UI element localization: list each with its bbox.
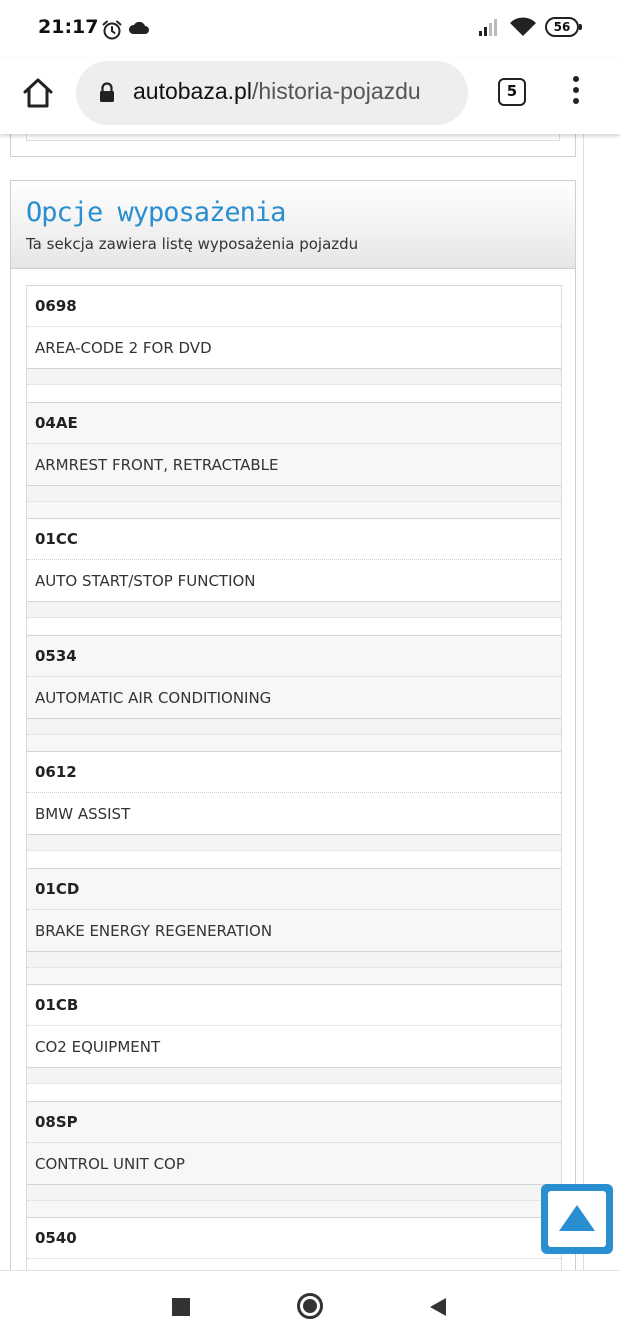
cloud-icon [128, 19, 150, 37]
status-bar [0, 0, 620, 58]
option-code: 0534 [27, 636, 561, 677]
option-spacer [27, 369, 561, 385]
option-code: 01CB [27, 985, 561, 1026]
url-path: /historia-pojazdu [251, 78, 421, 104]
option-row [27, 868, 561, 985]
wifi-icon [509, 16, 537, 38]
recents-icon[interactable] [172, 1298, 190, 1316]
section-title: Opcje wyposażenia [26, 197, 286, 228]
option-name: AUTOMATIC AIR CONDITIONING [27, 677, 561, 719]
option-spacer [27, 1068, 561, 1084]
option-name [27, 1259, 561, 1270]
system-nav-bar [0, 1270, 620, 1344]
arrow-up-icon [548, 1191, 606, 1247]
option-spacer [27, 835, 561, 851]
option-code: 01CD [27, 869, 561, 910]
option-name: BRAKE ENERGY REGENERATION [27, 910, 561, 952]
option-row [27, 751, 561, 868]
battery-icon: 56 [545, 17, 579, 37]
url-text [133, 78, 421, 105]
option-name: AUTO START/STOP FUNCTION [27, 560, 561, 602]
option-row [27, 984, 561, 1101]
section-subtitle: Ta sekcja zawiera listę wyposażenia pojazdu [26, 235, 359, 253]
home-icon[interactable] [20, 75, 56, 111]
option-name: ARMREST FRONT, RETRACTABLE [27, 444, 561, 486]
option-name: AREA-CODE 2 FOR DVD [27, 327, 561, 369]
section-header [11, 181, 575, 269]
alarm-icon [101, 19, 123, 41]
option-name: CO2 EQUIPMENT [27, 1026, 561, 1068]
option-row [27, 635, 561, 752]
option-spacer [27, 486, 561, 502]
home-circle-icon[interactable] [297, 1293, 323, 1319]
status-time: 21:17 [38, 16, 99, 38]
option-code: 08SP [27, 1102, 561, 1143]
option-row [27, 518, 561, 635]
option-code: 01CC [27, 519, 561, 560]
option-row [27, 285, 561, 402]
option-row [27, 402, 561, 519]
options-list [26, 285, 562, 1270]
option-row [27, 1217, 561, 1270]
previous-section-bottom [10, 134, 576, 157]
scroll-to-top-button[interactable] [541, 1184, 613, 1254]
page-content [0, 134, 620, 1270]
option-code: 0540 [27, 1218, 561, 1259]
signal-icon [478, 17, 502, 37]
option-code: 04AE [27, 403, 561, 444]
url-domain: autobaza.pl [133, 78, 252, 104]
scroll-to-top-inner [548, 1191, 606, 1247]
page-rail [583, 134, 584, 1270]
option-spacer [27, 1185, 561, 1201]
option-name: CONTROL UNIT COP [27, 1143, 561, 1185]
back-icon[interactable] [428, 1296, 448, 1318]
option-name: BMW ASSIST [27, 793, 561, 835]
option-code: 0612 [27, 752, 561, 793]
address-bar[interactable] [76, 61, 468, 125]
option-row [27, 1101, 561, 1218]
option-spacer [27, 952, 561, 968]
option-spacer [27, 719, 561, 735]
more-vert-icon[interactable] [566, 76, 586, 112]
option-spacer [27, 602, 561, 618]
browser-toolbar [0, 58, 620, 134]
previous-section-inner [26, 134, 560, 141]
option-code: 0698 [27, 286, 561, 327]
tabs-icon[interactable]: 5 [498, 78, 526, 106]
lock-icon [99, 82, 115, 103]
equipment-section [10, 180, 576, 1270]
